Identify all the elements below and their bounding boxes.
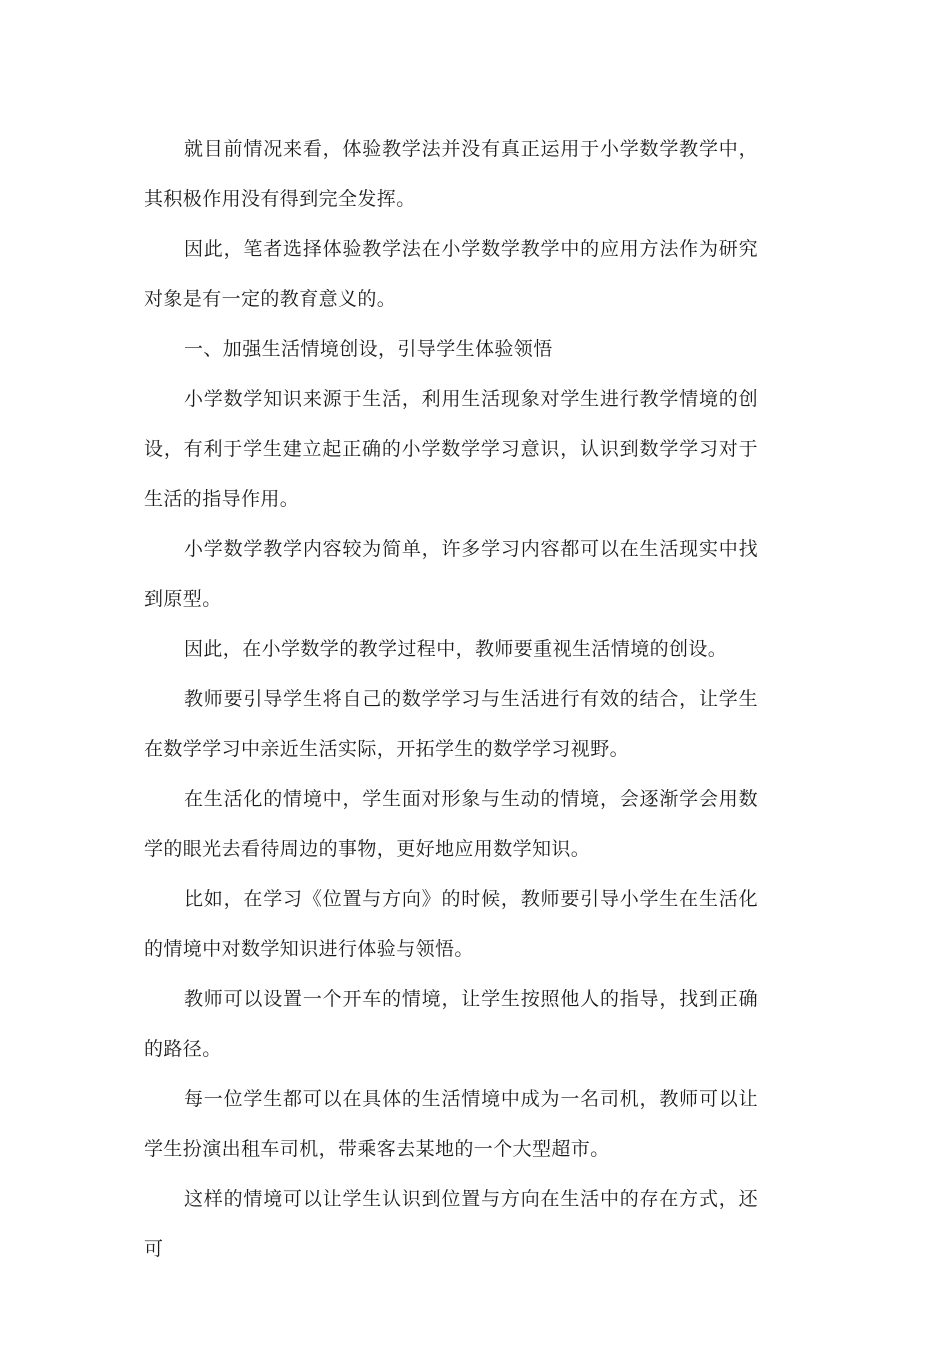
paragraph: 因此，在小学数学的教学过程中，教师要重视生活情境的创设。 bbox=[184, 638, 728, 660]
paragraph: 教师可以设置一个开车的情境，让学生按照他人的指导，找到正确的路径。 bbox=[144, 988, 758, 1060]
paragraph: 小学数学知识来源于生活，利用生活现象对学生进行教学情境的创设，有利于学生建立起正确的小学数学学习意识，认识到数学学习对于生活的指导作用。 bbox=[144, 388, 758, 510]
document-body bbox=[144, 124, 758, 1274]
paragraph: 这样的情境可以让学生认识到位置与方向在生活中的存在方式，还可 bbox=[144, 1188, 758, 1260]
paragraph: 每一位学生都可以在具体的生活情境中成为一名司机，教师可以让学生扮演出租车司机，带乘客去某地的一个大型超市。 bbox=[144, 1088, 758, 1160]
section-heading: 一、加强生活情境创设，引导学生体验领悟 bbox=[184, 338, 553, 360]
paragraph: 小学数学教学内容较为简单，许多学习内容都可以在生活现实中找到原型。 bbox=[144, 538, 758, 610]
paragraph: 教师要引导学生将自己的数学学习与生活进行有效的结合，让学生在数学学习中亲近生活实际，开拓学生的数学学习视野。 bbox=[144, 688, 758, 760]
paragraph: 比如，在学习《位置与方向》的时候，教师要引导小学生在生活化的情境中对数学知识进行体验与领悟。 bbox=[144, 888, 758, 960]
paragraph: 在生活化的情境中，学生面对形象与生动的情境，会逐渐学会用数学的眼光去看待周边的事物，更好地应用数学知识。 bbox=[144, 788, 758, 860]
paragraph: 就目前情况来看，体验教学法并没有真正运用于小学数学教学中，其积极作用没有得到完全发挥。 bbox=[144, 138, 758, 210]
paragraph: 因此，笔者选择体验教学法在小学数学教学中的应用方法作为研究对象是有一定的教育意义的。 bbox=[144, 238, 758, 310]
